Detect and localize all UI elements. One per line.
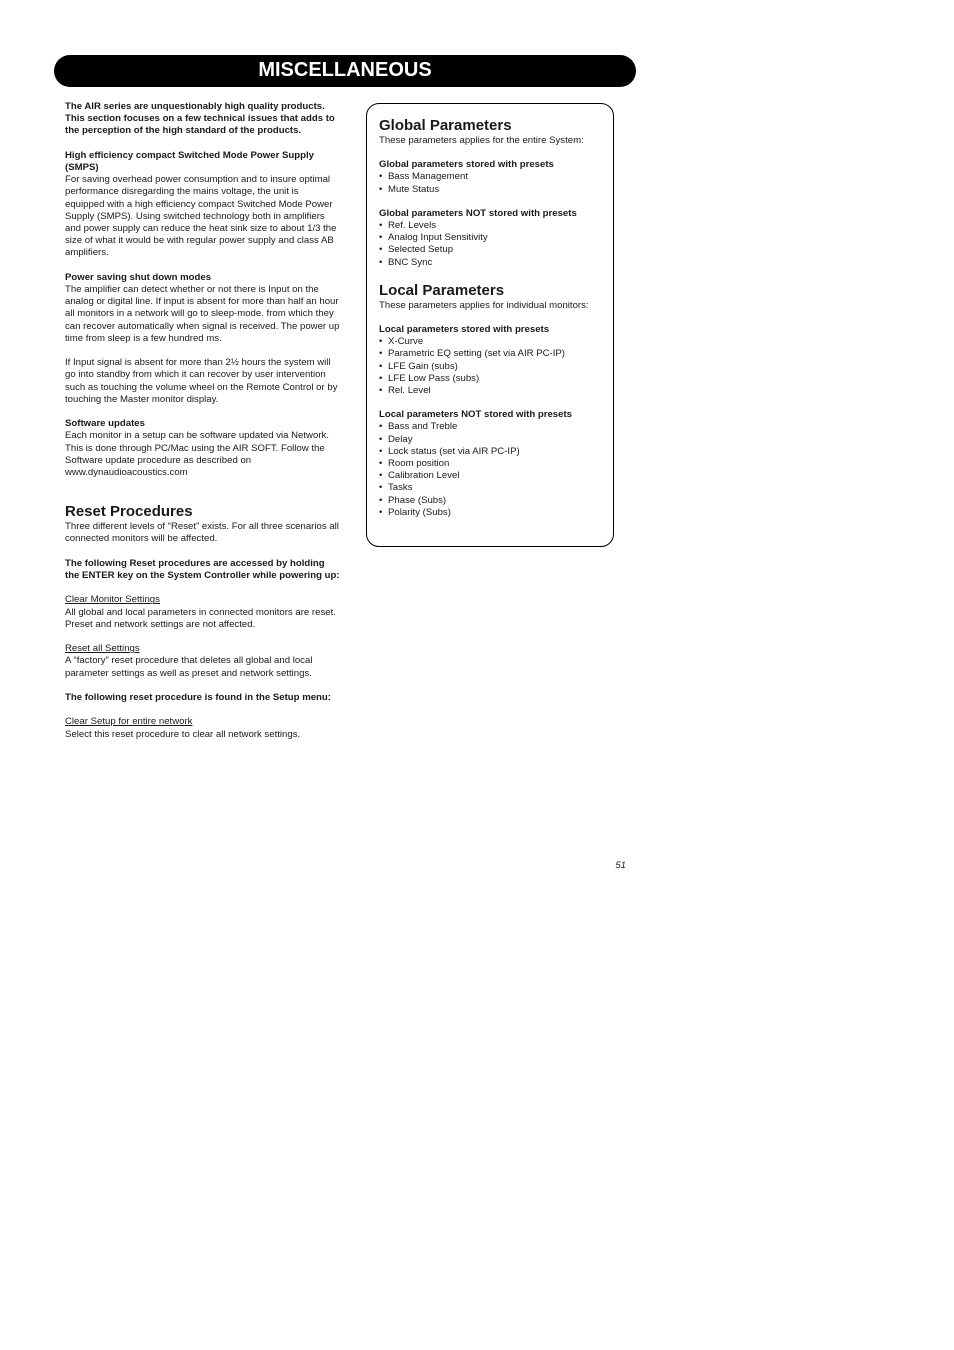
smps-body: For saving overhead power consumption and to insure optimal performance disregarding the mains voltage, the unit is equipped with a high efficiency compact Switched Mode Power Supply (SMPS). Using switched technology both in amplifiers and power supply can reduce the heat sink size to about 1/3 the size of what it would be with regular power supply and class AB amplifiers. (65, 174, 337, 259)
left-column (65, 101, 340, 753)
clear-setup-section (65, 716, 340, 740)
parameters-box (366, 103, 614, 547)
reset-all-title: Reset all Settings (65, 643, 140, 655)
list-item: • Room position (379, 458, 609, 470)
local-intro: These parameters applies for individual monitors: (379, 299, 589, 311)
list-item: • BNC Sync (379, 257, 609, 269)
list-item: • Ref. Levels (379, 220, 609, 232)
local-stored-list (379, 336, 609, 397)
intro-paragraph: The AIR series are unquestionably high quality products. This section focuses on a few technical issues that adds to the perception of the high standard of the products. (65, 101, 335, 137)
power-section (65, 272, 340, 345)
smps-section (65, 150, 340, 260)
reset-enter-note: The following Reset procedures are accessed by holding the ENTER key on the System Controller while powering up: (65, 557, 340, 582)
list-item: • Mute Status (379, 184, 609, 196)
list-item: • Rel. Level (379, 385, 609, 397)
list-item: • X-Curve (379, 336, 609, 348)
reset-all-section (65, 643, 340, 680)
setup-menu-note: The following reset procedure is found in the Setup menu: (65, 692, 331, 704)
power-body-1: The amplifier can detect whether or not there is Input on the analog or digital line. If input is absent for more than half an hour all monitors in a network will go to sleep-mode. from which they can recover automatically when signal is received. The power up time from sleep is a few hundred ms. (65, 284, 340, 344)
list-item: • Lock status (set via AIR PC-IP) (379, 446, 609, 458)
software-section (65, 418, 340, 479)
list-item: • Calibration Level (379, 470, 609, 482)
list-item: • Bass and Treble (379, 421, 609, 433)
list-item: • Parametric EQ setting (set via AIR PC-IP) (379, 348, 609, 360)
list-item: • Phase (Subs) (379, 495, 609, 507)
local-heading: Local Parameters (379, 281, 505, 299)
global-not-stored-list (379, 220, 609, 269)
power-heading: Power saving shut down modes (65, 271, 212, 283)
power-body-2: If Input signal is absent for more than 2½ hours the system will go into standby from which it can recover by user intervention such as touching the volume wheel on the Remote Control or by touching the Master monitor display. (65, 357, 338, 405)
local-stored-heading: Local parameters stored with presets (379, 324, 550, 336)
page-number: 51 (615, 860, 626, 871)
global-stored-heading: Global parameters stored with presets (379, 159, 554, 171)
section-banner (54, 55, 636, 87)
list-item: • LFE Gain (subs) (379, 361, 609, 373)
reset-all-body: A “factory” reset procedure that deletes all global and local parameter settings as well as preset and network settings. (65, 655, 313, 679)
local-not-stored-list (379, 421, 609, 519)
clear-monitor-section (65, 594, 340, 631)
list-item: • Selected Setup (379, 244, 609, 256)
global-stored-list (379, 171, 609, 195)
list-item: • Polarity (Subs) (379, 507, 609, 519)
clear-monitor-title: Clear Monitor Settings (65, 594, 160, 606)
clear-setup-body: Select this reset procedure to clear all network settings. (65, 728, 301, 740)
list-item: • Tasks (379, 482, 609, 494)
smps-heading: High efficiency compact Switched Mode Power Supply (SMPS) (65, 149, 314, 173)
reset-intro: Three different levels of “Reset” exists. For all three scenarios all connected monitors will be affected. (65, 521, 339, 545)
list-item: • Analog Input Sensitivity (379, 232, 609, 244)
list-item: • Delay (379, 434, 609, 446)
software-heading: Software updates (65, 418, 145, 430)
local-not-stored-heading: Local parameters NOT stored with presets (379, 409, 572, 421)
software-body: Each monitor in a setup can be software updated via Network. This is done through PC/Mac using the AIR SOFT. Follow the Software update procedure as described on www.dynaudioacoustics.com (65, 430, 329, 479)
list-item: • LFE Low Pass (subs) (379, 373, 609, 385)
reset-heading: Reset Procedures (65, 503, 193, 521)
global-heading: Global Parameters (379, 117, 512, 134)
clear-setup-title: Clear Setup for entire network (65, 716, 193, 728)
page-title: MISCELLANEOUS (258, 59, 432, 81)
global-intro: These parameters applies for the entire System: (379, 135, 584, 146)
global-not-stored-heading: Global parameters NOT stored with presets (379, 207, 577, 219)
list-item: • Bass Management (379, 171, 609, 183)
clear-monitor-body: All global and local parameters in connected monitors are reset. Preset and network settings are not affected. (65, 606, 336, 630)
